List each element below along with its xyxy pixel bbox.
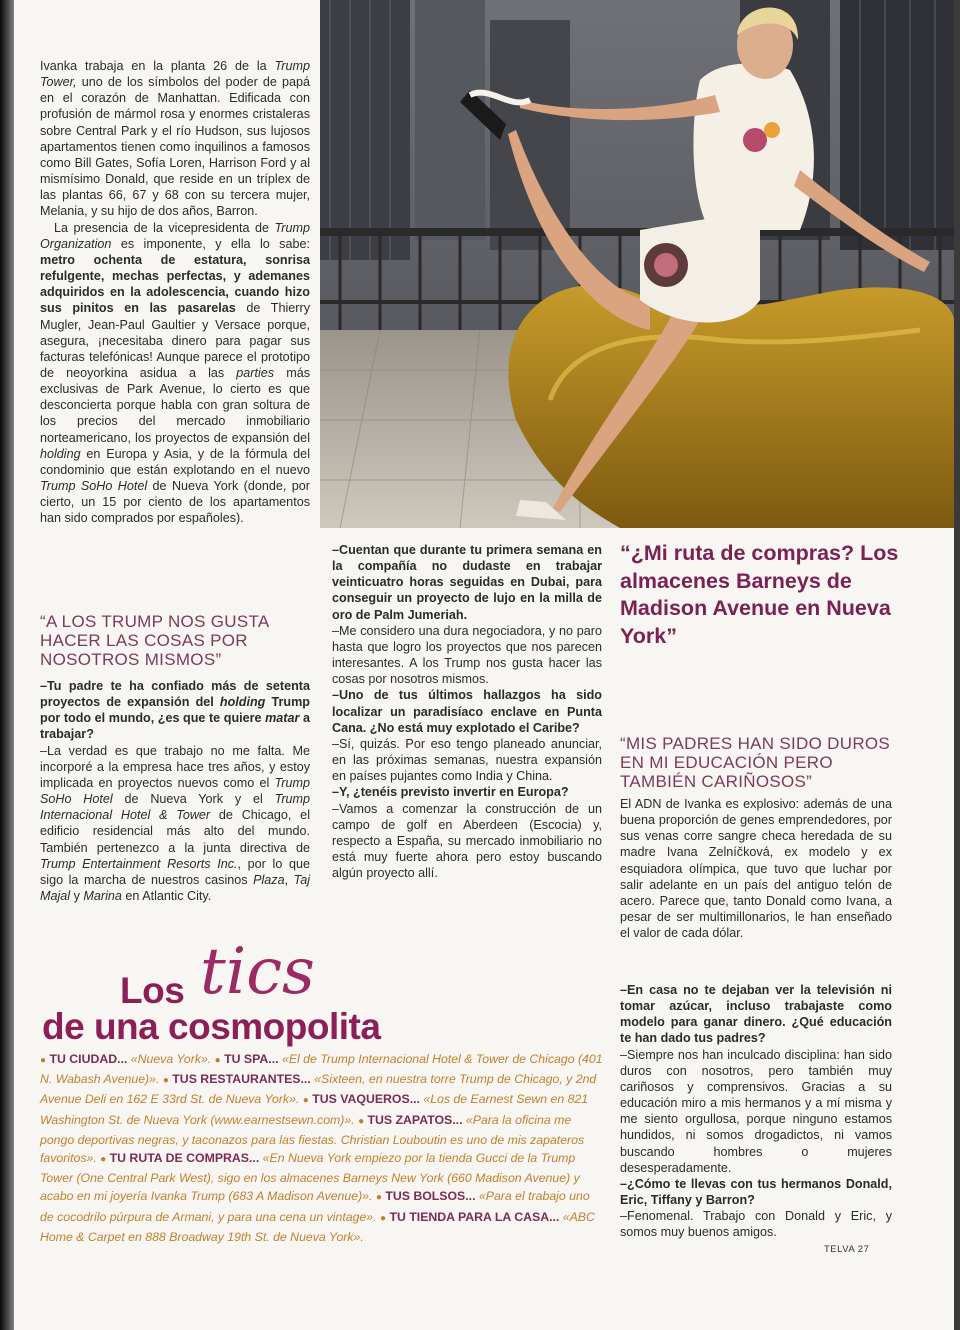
bullet-icon: ●: [162, 1075, 169, 1087]
bullet-icon: ●: [358, 1115, 365, 1127]
question: –Uno de tus últimos hallazgos ha sido localizar un paradisíaco enclave en Punta Cana. ¿No está muy explotado el Caribe?: [332, 688, 602, 735]
paragraph-adn: El ADN de Ivanka es explosivo: además de una buena proporción de genes emprendedores, por sus venas corre sangre checa heredada de su madre Ivana Zelníčková, ex modelo y ex esquiadora olímpica, que tuvo que luchar por salir adelante en un país del antiguo telón de acero. Parece que, tanto Donald como Ivana, a pesar de ser multimillonarios, le han enseñado el valor de cada dólar.: [620, 797, 892, 941]
tics-heading-los: Los: [120, 970, 185, 1011]
answer: –La verdad es que trabajo no me falta. Me incorporé a la empresa hace tres años, y estoy implicada en proyectos nuevos como el Trump SoHo Hotel de Nueva York y el Trump Internacional Hotel & Tower de Chicago, el edificio residencial más alto del mundo. También pertenezco a la junta directiva de Trump Entertainment Resorts Inc., por lo que sigo la marcha de nuestros casinos Plaza, Taj Majal y Marina en Atlantic City.: [40, 743, 311, 904]
feature-quote: “¿Mi ruta de compras? Los almacenes Barneys de Madison Avenue en Nueva York”: [620, 541, 899, 648]
answer: –Me considero una dura negociadora, y no paro hasta que logro los proyectos que nos parecen interesantes. A los Trump nos gusta hacer las cosas por nosotros mismos.: [332, 623, 602, 687]
paragraph-presence: La presencia de la vicepresidenta de Trump Organization es imponente, y ella lo sabe: metro ochenta de estatura, sonrisa refulgente, mechas perfectas, y ademanes adquiridos en la adolescencia, cuando hizo sus pinitos en las pasarelas de Thierry Mugler, Jean-Paul Gaultier y Versace porque, asegura, ¡necesitaba dinero para pagar sus facturas telefónicas! Aunque parece el prototipo de neoyorkina asidua a las parties más exclusivas de Park Avenue, lo cierto es que desconcierta porque habla con gran soltura de los precios del mercado inmobiliario norteamericano, los proyectos de expansión del holding en Europa y Asia, y de la fórmula del condominio que están explotando en el nuevo Trump SoHo Hotel de Nueva York (donde, por cierto, un 15 por ciento de los apartamentos han sido comprados por españoles).: [40, 220, 310, 526]
cover-photo: [320, 0, 954, 528]
interview-right: [620, 982, 892, 1241]
question: –Y, ¿tenéis previsto invertir en Europa?: [332, 785, 569, 800]
bullet-icon: ●: [214, 1055, 221, 1066]
tics-heading-subtitle: de una cosmopolita: [42, 1006, 381, 1047]
answer: –Sí, quizás. Por eso tengo planeado anunciar, en las próximas semanas, nuestra expansión en países pujantes como India y China.: [332, 736, 602, 784]
question: –En casa no te dejaban ver la televisión ni tomar azúcar, incluso trabajaste como modelo para ganar dinero. ¿Qué educación te han dado tus padres?: [620, 983, 892, 1046]
bullet-icon: ●: [302, 1095, 309, 1107]
question: –Cuentan que durante tu primera semana en la compañía no dudaste en trabajar veinticuatro horas seguidas en Dubai, para conseguir un proyecto de lujo en la milla de oro de Palm Jumeriah.: [332, 543, 602, 622]
pull-quote-right: “MIS PADRES HAN SIDO DUROS EN MI EDUCACIÓN PERO TAMBIÉN CARIÑOSOS”: [620, 734, 891, 791]
magazine-page: [14, 0, 954, 1330]
interview-middle: [332, 542, 602, 881]
page-footer: TELVA 27: [824, 1244, 870, 1255]
bullet-icon: ●: [379, 1212, 387, 1224]
answer: –Siempre nos han inculcado disciplina: han sido duros con nosotros, pero también muy cariñosos y comprensivos. Gracias a su educación miro a mis hermanos y a mí misma y me siento orgullosa, porque ninguno estamos hundidos, ni somos drogadictos, ni vamos buscando hombres o mujeres desesperadamente.: [620, 1047, 892, 1175]
bullet-icon: ●: [100, 1154, 107, 1166]
tics-heading-script: tics: [200, 935, 315, 1009]
article-column-left: [40, 58, 310, 527]
answer: –Vamos a comenzar la construcción de un campo de golf en Aberdeen (Escocia) y, respecto a España, su mercado inmobiliario no está muy fuerte ahora pero estoy buscando algún proyecto allí.: [332, 801, 602, 881]
paragraph-intro: Ivanka trabaja en la planta 26 de la Trump Tower, uno de los símbolos del poder de papá en el corazón de Manhattan. Edificada con profusión de mármol rosa y enormes cristaleras sobre Central Park y el río Hudson, sus lujosos apartamentos tienen como inquilinos a famosos como Bill Gates, Sofía Loren, Harrison Ford y al mismísimo Donald, que reside en un tríplex de las plantas 66, 67 y 68 con su tercera mujer, Melania, y su hijo de dos años, Barron.: [40, 59, 310, 219]
answer: –Fenomenal. Trabajo con Donald y Eric, y somos muy buenos amigos.: [620, 1209, 892, 1240]
bullet-icon: ●: [40, 1055, 47, 1066]
interview-left: [40, 678, 310, 904]
bullet-icon: ●: [375, 1192, 382, 1204]
tics-list: ● TU CIUDAD... «Nueva York». ● TU SPA... «El de Trump Internacional Hotel & Tower de Chicago (401 N. Wabash Avenue)». ● TUS RESTAURANTES... «Sixteen, en nuestra torre Trump de Chicago, y 2nd Avenue Deli en 162 E 33rd St. de Nueva York». ● TUS VAQUEROS... «Los de Earnest Sewn en 821 Washington St. de Nueva York (www.earnestsewn.com)». ● TUS ZAPATOS... «Para la oficina me pongo deportivas negras, y taconazos para las fiestas. Christian Louboutin es uno de mis zapateros favoritos». ● TU RUTA DE COMPRAS... «En Nueva York empiezo por la tienda Gucci de la Trump Tower (One Central Park West), sigo en los almacenes Barneys New York (660 Madison Avenue) y acabo en mi joyería Ivanka Trump (683 A Madison Avenue)». ● TUS BOLSOS... «Para el trabajo uno de cocodrilo púrpura de Armani, y para una cena un vintage». ● TU TIENDA PARA LA CASA... «ABC Home & Carpet en 888 Broadway 19th St. de Nueva York».: [40, 1052, 603, 1244]
photo-illustration: [320, 0, 954, 528]
tics-heading: [42, 935, 602, 1047]
article-column-right: [620, 796, 892, 941]
question: –Tu padre te ha confiado más de setenta proyectos de expansión del holding Trump por todo el mundo, ¿es que te quiere matar a trabajar?: [40, 679, 310, 742]
pull-quote-left: “A LOS TRUMP NOS GUSTA HACER LAS COSAS POR NOSOTROS MISMOS”: [40, 612, 269, 669]
question: –¿Cómo te llevas con tus hermanos Donald, Eric, Tiffany y Barron?: [620, 1176, 892, 1208]
